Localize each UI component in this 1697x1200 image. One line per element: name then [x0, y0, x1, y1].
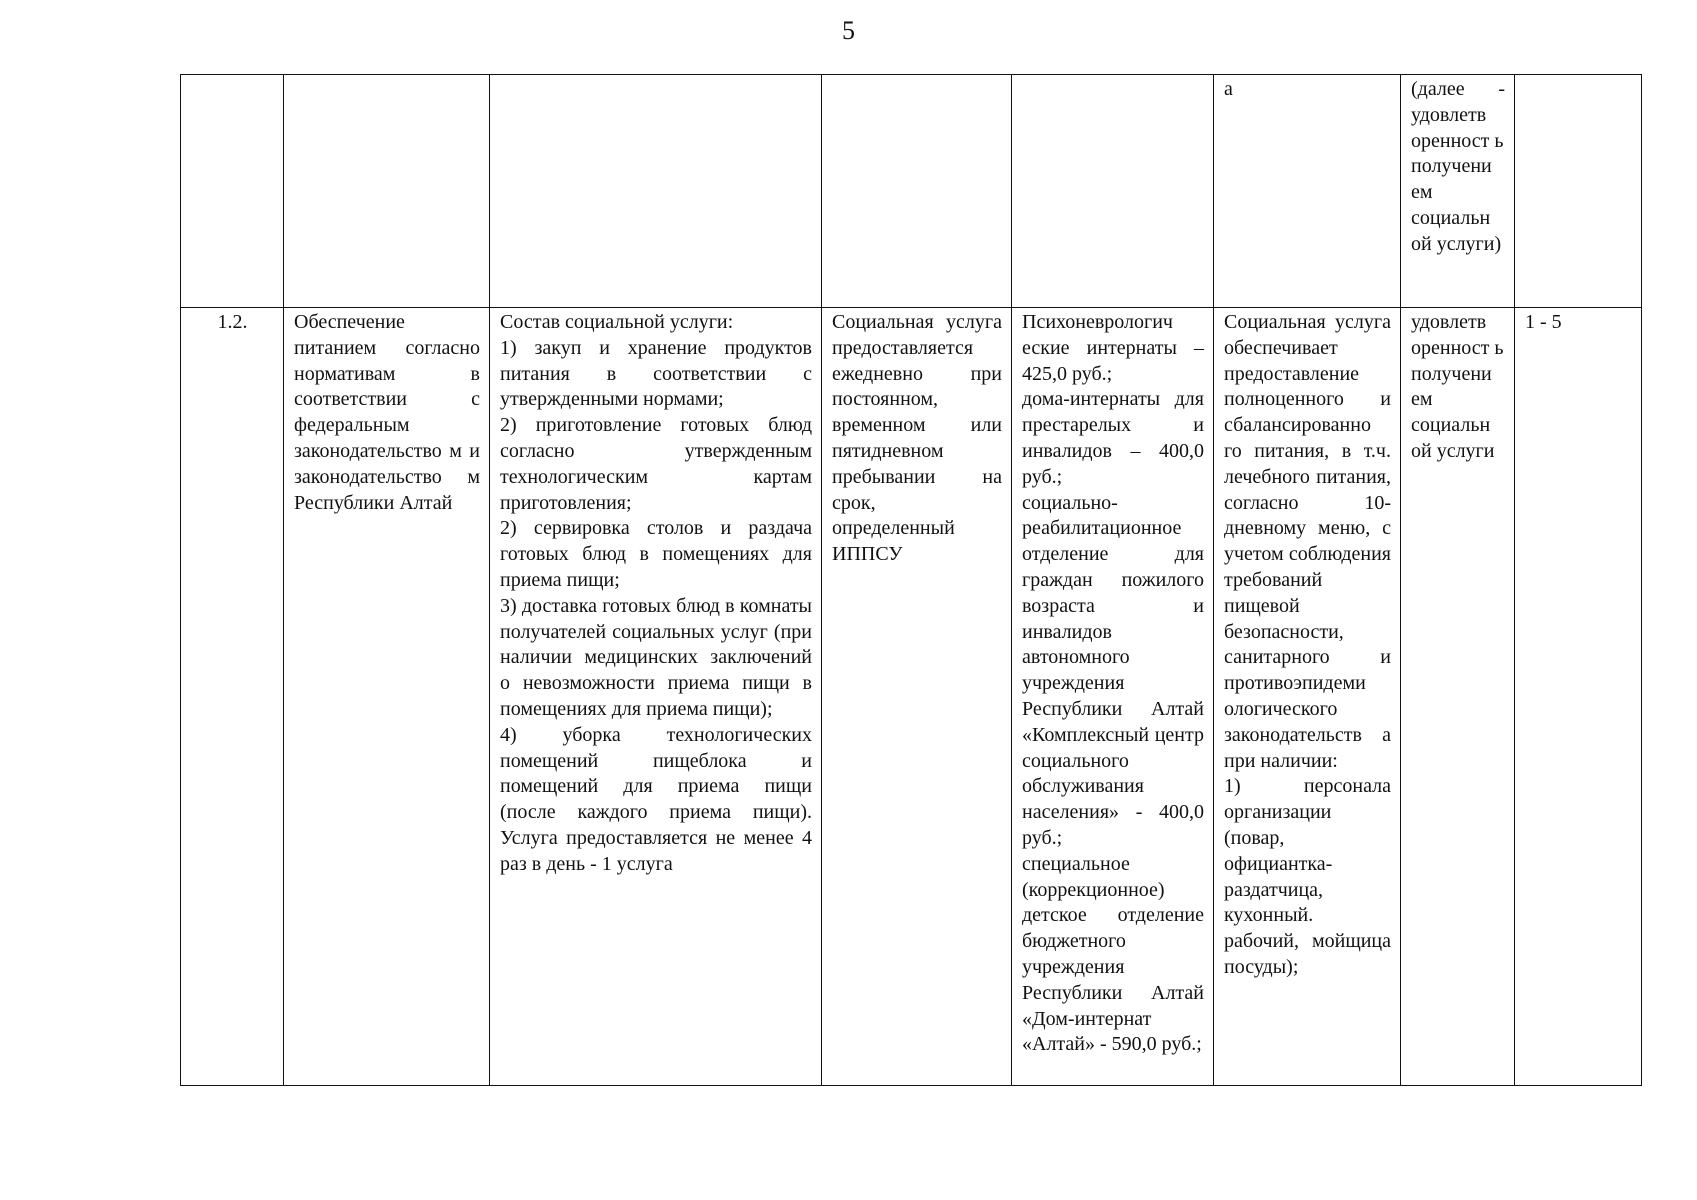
cell-evaluation-cont	[1401, 75, 1515, 308]
table-row-continuation	[181, 75, 1642, 308]
cell-provision-terms: Социальная услуга предоставляется ежедневно при постоянном, временном или пятидневном пребывании на срок, определенный ИППСУ	[822, 308, 1012, 1086]
cell-name-cont	[284, 75, 490, 308]
tariff-item: специальное (коррекционное) детское отделение бюджетного учреждения Республики Алтай «Дом-интернат «Алтай» - 590,0 руб.;	[1022, 852, 1204, 1056]
composition-item: 1) закуп и хранение продуктов питания в соответствии с утвержденными нормами;	[500, 336, 812, 411]
cell-evaluation: удовлетв оренност ь получени ем социальн ой услуги	[1401, 308, 1515, 1086]
cell-composition-cont	[490, 75, 822, 308]
tariff-item: социально-реабилитационное отделение для граждан пожилого возраста и инвалидов автономного учреждения Республики Алтай «Комплексный центр социального обслуживания населения» - 400,0 руб.;	[1022, 491, 1204, 849]
cell-tariffs	[1012, 308, 1214, 1086]
services-table	[180, 74, 1642, 1086]
evaluation-cont-lead-text: (далее	[1411, 78, 1465, 100]
conditions-text: Социальная услуга обеспечивает предоставление полноценного и сбалансированно го питания, в т.ч. лечебного питания, согласно 10-дневному меню, с учетом соблюдения требований пищевой безопасности, санитарного и противоэпидеми ологического законодательств а при наличии:	[1224, 311, 1391, 772]
composition-item: 2) приготовление готовых блюд согласно утвержденным технологическим картам приготовления;	[500, 414, 812, 514]
cell-service-name: Обеспечение питанием согласно нормативам в соответствии с федеральным законодательство м и законодательство м Республики Алтай	[284, 308, 490, 1086]
composition-item: 4) уборка технологических помещений пищеблока и помещений для приема пищи (после каждого приема пищи). Услуга предоставляется не менее 4 раз в день - 1 услуга	[500, 723, 812, 875]
cell-score: 1 - 5	[1515, 308, 1642, 1086]
evaluation-cont-dash: -	[1498, 78, 1505, 100]
cell-number-cont	[181, 75, 284, 308]
cell-score-cont	[1515, 75, 1642, 308]
tariff-item: Психоневрологич еские интернаты – 425,0 руб.;	[1022, 311, 1204, 385]
composition-item: 2) сервировка столов и раздача готовых блюд в помещениях для приема пищи;	[500, 517, 812, 591]
cell-tariffs-cont	[1012, 75, 1214, 308]
tariff-item: дома-интернаты для престарелых и инвалидов – 400,0 руб.;	[1022, 388, 1204, 488]
evaluation-cont-lead	[1411, 77, 1505, 103]
cell-provision-cont	[822, 75, 1012, 308]
page-number: 5	[842, 16, 855, 45]
composition-item: 3) доставка готовых блюд в комнаты получателей социальных услуг (при наличии медицинских заключений о невозможности приема пищи в помещениях для приема пищи);	[500, 594, 812, 720]
cell-number: 1.2.	[181, 308, 284, 1086]
conditions-cont-text: а	[1224, 78, 1233, 100]
conditions-item: 1) персонала организации (повар, официантка-раздатчица, кухонный. рабочий, мойщица посуды);	[1224, 775, 1391, 978]
composition-heading: Состав социальной услуги:	[500, 311, 734, 333]
evaluation-cont-text: удовлетв оренност ь получени ем социальн ой услуги)	[1411, 103, 1504, 255]
cell-composition	[490, 308, 822, 1086]
table-row-1-2	[181, 308, 1642, 1086]
cell-conditions-cont	[1214, 75, 1401, 308]
cell-conditions	[1214, 308, 1401, 1086]
